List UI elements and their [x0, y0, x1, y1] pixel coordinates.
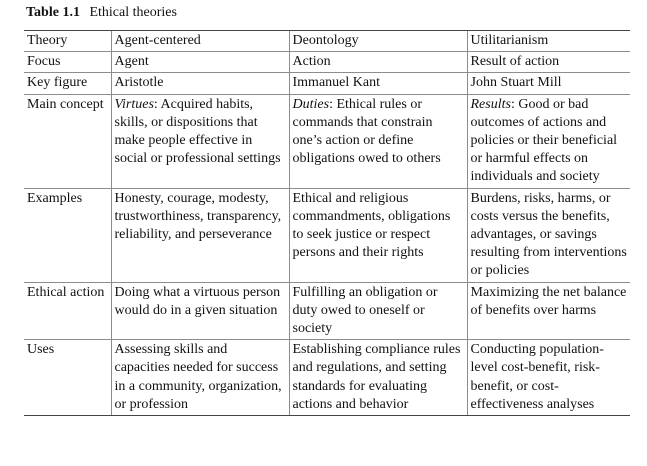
- table-cell-utilitarianism: [467, 94, 630, 188]
- cell-text: John Stuart Mill: [470, 75, 562, 91]
- table-cell-deontology: [289, 188, 467, 282]
- table-body: [24, 52, 630, 416]
- table-cell-utilitarianism: [467, 282, 630, 340]
- table-row: [24, 52, 630, 73]
- table-cell-agent-centered: [111, 340, 289, 416]
- cell-text: Establishing compliance rules and regulations, and setting standards for evaluating actions and behavior: [292, 342, 461, 412]
- cell-text: : Ethical rules or commands that constrain one’s action or define obligations owed to others: [292, 96, 441, 167]
- table-header-row: [24, 31, 630, 52]
- table-row: [24, 73, 630, 94]
- table-caption-label: Table 1.1: [26, 5, 80, 20]
- cell-lead-term: Results: [470, 96, 511, 112]
- cell-lead-term: Virtues: [114, 96, 154, 112]
- table-cell-agent-centered: [111, 94, 289, 188]
- cell-lead-term: Duties: [292, 96, 330, 112]
- table-row: [24, 188, 630, 282]
- table-cell-deontology: [289, 282, 467, 340]
- cell-text: Conducting population-level cost-benefit, risk-benefit, or cost-effectiveness analyses: [470, 342, 604, 412]
- row-header: Uses: [24, 340, 111, 416]
- cell-text: Honesty, courage, modesty, trustworthiness, transparency, reliability, and perseverance: [114, 190, 282, 243]
- cell-text: : Acquired habits, skills, or dispositions that make people effective in social or professional settings: [114, 96, 281, 167]
- table-row: [24, 282, 630, 340]
- cell-text: Fulfilling an obligation or duty owed to oneself or society: [292, 284, 438, 337]
- table-caption-title: Ethical theories: [89, 5, 177, 20]
- row-header: Main concept: [24, 94, 111, 188]
- cell-text: Maximizing the net balance of benefits over harms: [470, 284, 627, 318]
- cell-text: Immanuel Kant: [292, 75, 380, 91]
- cell-text: Ethical and religious commandments, obligations to seek justice or respect persons and their rights: [292, 190, 451, 261]
- ethical-theories-table: [24, 30, 630, 416]
- cell-text: Result of action: [470, 54, 560, 70]
- row-header: Examples: [24, 188, 111, 282]
- cell-text: Assessing skills and capacities needed for success in a community, organization, or profession: [114, 342, 282, 412]
- column-header-deontology: Deontology: [289, 31, 467, 52]
- table-cell-utilitarianism: [467, 188, 630, 282]
- table-cell-deontology: [289, 340, 467, 416]
- table-row: [24, 340, 630, 416]
- table-cell-utilitarianism: [467, 73, 630, 94]
- table-cell-deontology: [289, 73, 467, 94]
- table-cell-agent-centered: [111, 282, 289, 340]
- column-header-theory: Theory: [24, 31, 111, 52]
- column-header-agent-centered: Agent-centered: [111, 31, 289, 52]
- cell-text: Doing what a virtuous person would do in a given situation: [114, 284, 281, 318]
- table-cell-agent-centered: [111, 73, 289, 94]
- table-cell-agent-centered: [111, 52, 289, 73]
- table-header: [24, 31, 630, 52]
- row-header: Key figure: [24, 73, 111, 94]
- table-caption: [26, 4, 177, 22]
- cell-text: Agent: [114, 54, 149, 70]
- table-cell-utilitarianism: [467, 52, 630, 73]
- table-row: [24, 94, 630, 188]
- table-cell-agent-centered: [111, 188, 289, 282]
- column-header-utilitarianism: Utilitarianism: [467, 31, 630, 52]
- table-cell-utilitarianism: [467, 340, 630, 416]
- cell-text: Action: [292, 54, 331, 70]
- table-cell-deontology: [289, 94, 467, 188]
- row-header: Focus: [24, 52, 111, 73]
- cell-text: Burdens, risks, harms, or costs versus the benefits, advantages, or savings resulting from interventions or policies: [470, 190, 627, 279]
- table-cell-deontology: [289, 52, 467, 73]
- row-header: Ethical action: [24, 282, 111, 340]
- cell-text: Aristotle: [114, 75, 164, 91]
- cell-text: : Good or bad outcomes of actions and policies or their beneficial or harmful effects on individuals and society: [470, 96, 618, 185]
